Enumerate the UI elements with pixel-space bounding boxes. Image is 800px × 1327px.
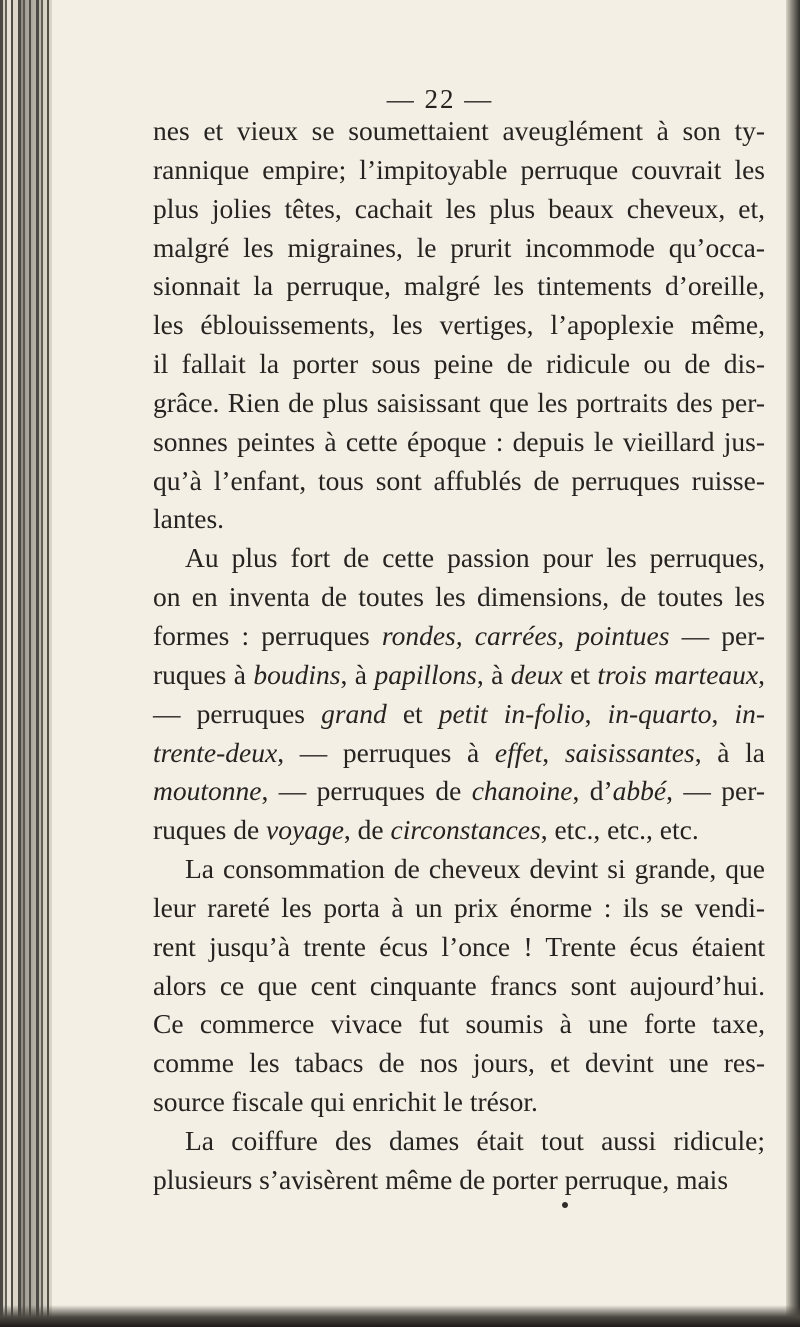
text-line (153, 578, 765, 617)
text-line (153, 1122, 765, 1161)
text-line (153, 345, 765, 384)
text-line (153, 423, 765, 462)
text-run: , (542, 736, 565, 768)
text-run: sionnait la perruque, malgré les tintements d’oreille, (153, 270, 765, 302)
italic-text: abbé (612, 775, 667, 807)
text-run: ruques de (153, 814, 267, 846)
text-run: , etc., etc., etc. (540, 814, 699, 846)
body-text (153, 112, 765, 1200)
book-binding-shadow (0, 0, 52, 1327)
text-line (153, 1005, 765, 1044)
text-line (153, 190, 765, 229)
text-run: rannique empire; l’impitoyable perruque couvrait les (153, 153, 765, 185)
text-run: source fiscale qui enrichit le trésor. (153, 1086, 538, 1118)
text-run: , de (343, 814, 391, 846)
text-run: , (758, 658, 765, 690)
text-run: malgré les migraines, le prurit incommode qu’occa- (153, 231, 765, 263)
text-line (153, 734, 765, 773)
text-run: ruques à (153, 658, 254, 690)
italic-text: moutonne (153, 775, 262, 807)
text-line (153, 850, 765, 889)
text-run: — perruques (153, 697, 322, 729)
text-run: il fallait la porter sous peine de ridicule ou de dis- (153, 348, 765, 380)
text-run: , d’ (572, 775, 613, 807)
text-line (153, 1083, 765, 1122)
italic-text: trois marteaux (597, 658, 759, 690)
text-line (153, 889, 765, 928)
text-run: plusieurs s’avisèrent même de porter perruque, mais (153, 1163, 729, 1195)
text-run: , à (340, 658, 375, 690)
text-run: , — perruques à (277, 736, 495, 768)
text-run: , à la (694, 736, 765, 768)
text-run: alors ce que cent cinquante francs sont aujourd’hui. (153, 969, 765, 1001)
text-line (153, 384, 765, 423)
italic-text: in-quarto (607, 697, 712, 729)
text-run: qu’à l’enfant, tous sont affublés de perruques ruisse- (153, 464, 765, 496)
italic-text: deux (510, 658, 563, 690)
text-run: , (584, 697, 608, 729)
text-run: Au plus fort de cette passion pour les perruques, (185, 542, 765, 574)
text-run: plus jolies têtes, cachait les plus beaux cheveux, et, (153, 192, 765, 224)
text-run: — per- (669, 619, 765, 651)
text-run: , — perruques de (261, 775, 472, 807)
text-line (153, 151, 765, 190)
italic-text: effet (494, 736, 543, 768)
text-run: nes et vieux se soumettaient aveuglément à son ty- (153, 115, 765, 146)
text-run: , — per- (666, 775, 765, 807)
text-line (153, 656, 765, 695)
text-run: , à (476, 658, 511, 690)
text-run: sonnes peintes à cette époque : depuis le vieillard jus- (153, 425, 765, 457)
italic-text: voyage (266, 814, 344, 846)
page-edge-bottom (0, 1305, 800, 1327)
text-line (153, 1044, 765, 1083)
italic-text: boudins (253, 658, 341, 690)
italic-text: circonstances (390, 814, 541, 846)
text-line (153, 500, 765, 539)
italic-text: petit in-folio (438, 697, 585, 729)
text-run: leur rareté les porta à un prix énorme : ils se vendi- (153, 891, 765, 923)
italic-text: rondes, carrées, pointues (381, 619, 670, 651)
text-run: , (711, 697, 735, 729)
text-run: La consommation de cheveux devint si grande, que (185, 853, 765, 885)
text-run: formes : perruques (153, 619, 382, 651)
text-run: Ce commerce vivace fut soumis à une forte taxe, (153, 1008, 765, 1040)
italic-text: grand (321, 697, 387, 729)
text-line (153, 617, 765, 656)
italic-text: trente-deux (153, 736, 278, 768)
italic-text: saisissantes (564, 736, 695, 768)
text-line (153, 1161, 765, 1200)
text-line (153, 229, 765, 268)
text-run: et (386, 697, 439, 729)
text-line (153, 967, 765, 1006)
text-run: les éblouissements, les vertiges, l’apoplexie même, (153, 309, 765, 341)
text-run: comme les tabacs de nos jours, et devint une res- (153, 1047, 765, 1079)
ink-speck (562, 1202, 568, 1208)
text-line (153, 539, 765, 578)
text-line (153, 695, 765, 734)
text-line (153, 462, 765, 501)
page-edge-right (786, 0, 800, 1327)
text-run: on en inventa de toutes les dimensions, de toutes les (153, 581, 765, 613)
text-line (153, 267, 765, 306)
text-line (153, 811, 765, 850)
italic-text: papillons (374, 658, 477, 690)
text-run: La coiffure des dames était tout aussi ridicule; (185, 1124, 765, 1156)
text-line (153, 306, 765, 345)
text-line (153, 772, 765, 811)
text-run: et (562, 658, 598, 690)
text-line (153, 928, 765, 967)
text-run: rent jusqu’à trente écus l’once ! Trente écus étaient (153, 930, 765, 962)
page-number: — 22 — (386, 84, 494, 114)
text-line (153, 112, 765, 151)
italic-text: in- (734, 697, 765, 729)
text-run: lantes. (153, 503, 225, 535)
text-run: grâce. Rien de plus saisissant que les portraits des per- (153, 386, 765, 418)
italic-text: chanoine (471, 775, 573, 807)
